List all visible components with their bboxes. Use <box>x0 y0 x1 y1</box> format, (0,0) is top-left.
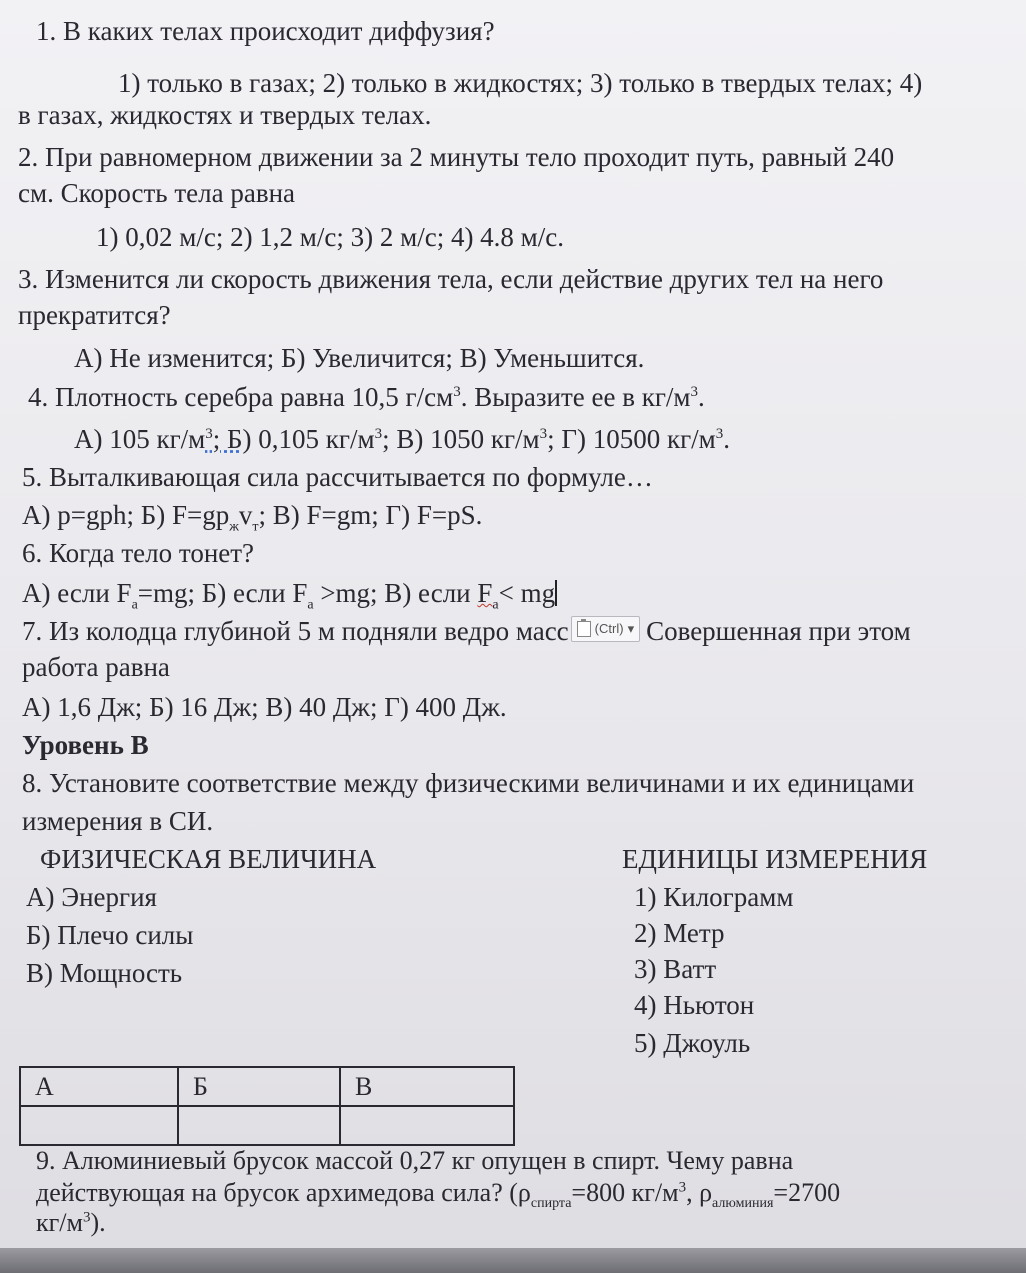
quantity-item: А) Энергия <box>26 882 157 912</box>
table-answer-row <box>20 1106 514 1145</box>
question-9-line3: $кг/м^3$). <box>36 1208 106 1237</box>
question-9-line2: действующая на брусок архимедова сила? ($\rho_{спирта}=800$ $кг/м^3$, $\rho_{алюминия}=2700$ <box>36 1178 841 1212</box>
table-header-cell: Б <box>178 1067 340 1106</box>
table-header-cell: А <box>20 1067 178 1106</box>
quantity-item: Б) Плечо силы <box>26 920 194 950</box>
question-2-options: 1) 0,02 м/с; 2) 1,2 м/с; 3) 2 м/с; 4) 4.8 м/с. <box>96 222 565 252</box>
question-6-title: 6. Когда тело тонет? <box>22 538 255 568</box>
column-header-units: ЕДИНИЦЫ ИЗМЕРЕНИЯ <box>622 844 928 874</box>
question-7-options: А) 1,6 Дж; Б) 16 Дж; В) 40 Дж; Г) 400 Дж. <box>22 692 507 722</box>
table-header-cell: В <box>340 1067 514 1106</box>
question-7-title: 7. Из колодца глубиной 5 м подняли ведро масс (Ctrl) ▾ Совершенная при этом <box>22 614 911 648</box>
unit-item: 4) Ньютон <box>634 990 755 1020</box>
quantity-item: В) Мощность <box>26 958 183 988</box>
question-8-title: 8. Установите соответствие между физическими величинами и их единицами <box>22 768 915 798</box>
table-header-row <box>20 1067 514 1106</box>
clipboard-icon <box>577 621 591 637</box>
question-2-title-cont: см. Скорость тела равна <box>18 178 296 208</box>
question-3-title-cont: прекратится? <box>18 300 171 330</box>
spellcheck-underline: $^3$; Б <box>205 424 243 454</box>
question-3-options: А) Не изменится; Б) Увеличится; В) Уменьшится. <box>74 343 645 373</box>
question-2-title: 2. При равномерном движении за 2 минуты тело проходит путь, равный 240 <box>18 142 895 172</box>
question-8-title-cont: измерения в СИ. <box>22 806 214 836</box>
spellcheck-underline-error: $F_а$ <box>477 578 499 613</box>
table-answer-cell[interactable] <box>340 1106 514 1145</box>
unit-item: 3) Ватт <box>634 954 717 984</box>
column-header-quantity: ФИЗИЧЕСКАЯ ВЕЛИЧИНА <box>40 844 377 874</box>
monitor-bezel <box>0 1248 1026 1273</box>
question-1-title: 1. В каких телах происходит диффузия? <box>36 16 495 46</box>
question-3-title: 3. Изменится ли скорость движения тела, если действие других тел на него <box>18 264 884 294</box>
text-cursor <box>555 580 557 606</box>
unit-item: 2) Метр <box>634 918 725 948</box>
question-5-options: А) p=gph; Б) $F=gp_жv_т$; В) F=gm; Г) F=pS. <box>22 500 483 535</box>
question-1-options: 1) только в газах; 2) только в жидкостях; 3) только в твердых телах; 4) <box>118 68 923 98</box>
unit-item: 1) Килограмм <box>634 882 794 912</box>
answer-table <box>19 1066 515 1146</box>
question-7-title-cont: работа равна <box>22 652 170 682</box>
section-heading-level-b: Уровень В <box>22 730 149 760</box>
question-9-line1: 9. Алюминиевый брусок массой 0,27 кг опущен в спирт. Чему равна <box>36 1146 794 1175</box>
table-answer-cell[interactable] <box>178 1106 340 1145</box>
unit-item: 5) Джоуль <box>634 1028 751 1058</box>
chevron-down-icon: ▾ <box>627 621 635 636</box>
question-4-title: 4. Плотность серебра равна 10,5 $г/см^3$. Выразите ее в $кг/м^3$. <box>28 382 705 412</box>
question-5-title: 5. Выталкивающая сила рассчитывается по формуле… <box>22 462 653 492</box>
question-4-options: А) 105 $кг/м^3$; Б) 0,105 $кг/м^3$; В) 1050 $кг/м^3$; Г) 10500 $кг/м^3$. <box>74 424 730 454</box>
question-6-options: А) если $F_а=mg$; Б) если $F_а >mg$; В) если $F_а<$ mg <box>22 578 556 613</box>
paste-options-button[interactable]: (Ctrl) ▾ <box>571 616 640 642</box>
table-answer-cell[interactable] <box>20 1106 178 1145</box>
question-1-options-cont: в газах, жидкостях и твердых телах. <box>18 100 432 130</box>
